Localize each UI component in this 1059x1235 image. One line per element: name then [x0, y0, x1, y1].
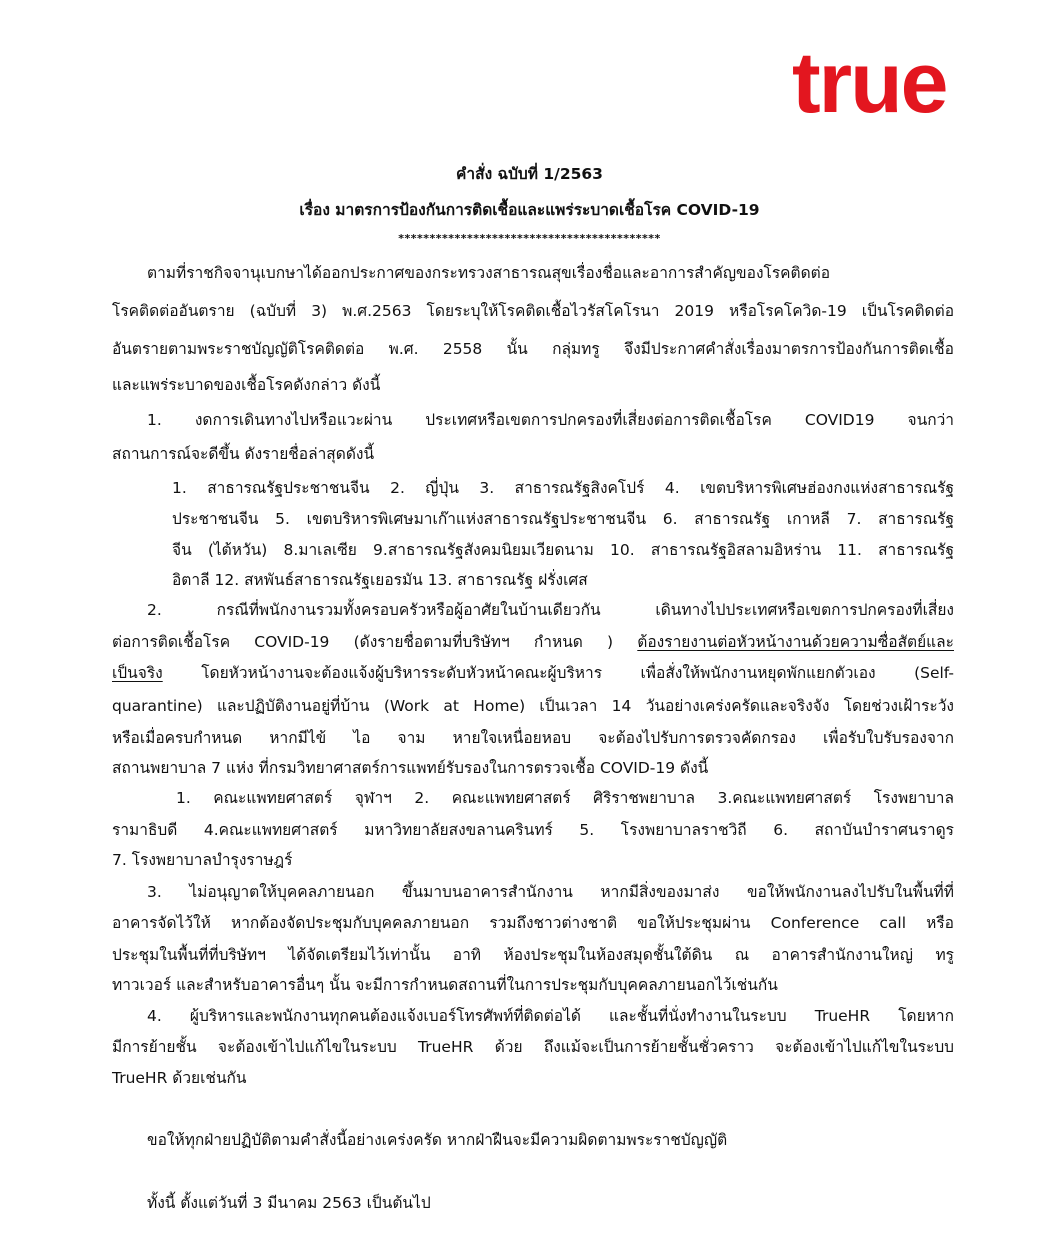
item2-line: [112, 666, 954, 682]
order-subject: เรื่อง มาตรการป้องกันการติดเชื้อและแพร่ระบาดเชื้อโรค COVID-19: [299, 201, 760, 219]
country-list-line: ประชาชนจีน 5. เขตบริหารพิเศษมาเก๊าแห่งสาธารณรัฐประชาชนจีน 6. สาธารณรัฐ เกาหลี 7. สาธารณรัฐ: [172, 510, 954, 528]
item4-line: 4. ผู้บริหารและพนักงานทุกคนต้องแจ้งเบอร์โทรศัพท์ที่ติดต่อได้ และชั้นที่นั่งทำงานในระบบ TrueHR โดยหาก: [147, 1007, 954, 1025]
item1-line: สถานการณ์จะดีขึ้น ดังรายชื่อล่าสุดดังนี้: [112, 445, 375, 463]
true-logo: true: [792, 35, 947, 131]
item2-line: หรือเมื่อครบกำหนด หากมีไข้ ไอ จาม หายใจเหนื่อยหอบ จะต้องไปรับการตรวจคัดกรอง เพื่อรับใบรับรองจาก: [112, 729, 954, 747]
order-number: คำสั่ง ฉบับที่ 1/2563: [456, 165, 603, 183]
item2-underlined-text: ต้องรายงานต่อหัวหน้างานด้วยความซื่อสัตย์และ: [637, 633, 954, 651]
intro-line: โรคติดต่ออันตราย (ฉบับที่ 3) พ.ศ.2563 โดยระบุให้โรคติดเชื้อไวรัสโคโรนา 2019 หรือโรคโควิด-19 เป็นโรคติดต่อ: [112, 302, 954, 320]
item2-line: quarantine) และปฏิบัติงานอยู่ที่บ้าน (Work at Home) เป็นเวลา 14 วันอย่างเคร่งครัดและจริงจัง โดยช่วงเฝ้าระวัง: [112, 697, 954, 715]
closing-statement: ขอให้ทุกฝ่ายปฏิบัติตามคำสั่งนี้อย่างเคร่งครัด หากฝ่าฝืนจะมีความผิดตามพระราชบัญญัติ: [147, 1131, 728, 1149]
item3-line: 3. ไม่อนุญาตให้บุคคลภายนอก ขึ้นมาบนอาคารสำนักงาน หากมีสิ่งของมาส่ง ขอให้พนักงานลงไปรับในพื้นที่ที่: [147, 883, 954, 901]
item3-line: ประชุมในพื้นที่ที่บริษัทฯ ได้จัดเตรียมไว้เท่านั้น อาทิ ห้องประชุมในห้องสมุดชั้นใต้ดิน ณ อาคารสำนักงานใหญ่ ทรู: [112, 946, 954, 964]
hospital-list-line: 7. โรงพยาบาลบำรุงราษฎร์: [112, 851, 293, 869]
item2-text: ต่อการติดเชื้อโรค COVID-19 (ดังรายชื่อตามที่บริษัทฯ กำหนด ): [112, 633, 638, 651]
effective-date: ทั้งนี้ ตั้งแต่วันที่ 3 มีนาคม 2563 เป็นต้นไป: [147, 1194, 431, 1212]
item3-line: ทาวเวอร์ และสำหรับอาคารอื่นๆ นั้น จะมีการกำหนดสถานที่ในการประชุมกับบุคคลภายนอกไว้เช่นกัน: [112, 976, 778, 994]
item2-line: [112, 635, 954, 651]
item4-line: TrueHR ด้วยเช่นกัน: [112, 1069, 247, 1087]
item2-text: โดยหัวหน้างานจะต้องแจ้งผู้บริหารระดับหัวหน้าคณะผู้บริหาร เพื่อสั่งให้พนักงานหยุดพักแยกตัวเอง (Self-: [162, 664, 954, 682]
item2-underlined-text: เป็นจริง: [112, 664, 163, 682]
hospital-list-line: 1. คณะแพทยศาสตร์ จุฬาฯ 2. คณะแพทยศาสตร์ ศิริราชพยาบาล 3.คณะแพทยศาสตร์ โรงพยาบาล: [176, 789, 954, 807]
country-list-line: 1. สาธารณรัฐประชาชนจีน 2. ญี่ปุ่น 3. สาธารณรัฐสิงคโปร์ 4. เขตบริหารพิเศษฮ่องกงแห่งสาธารณรัฐ: [172, 479, 954, 497]
item3-line: อาคารจัดไว้ให้ หากต้องจัดประชุมกับบุคคลภายนอก รวมถึงชาวต่างชาติ ขอให้ประชุมผ่าน Conference call หรือ: [112, 914, 954, 932]
item4-line: มีการย้ายชั้น จะต้องเข้าไปแก้ไขในระบบ TrueHR ด้วย ถึงแม้จะเป็นการย้ายชั้นชั่วคราว จะต้องเข้าไปแก้ไขในระบบ: [112, 1038, 954, 1056]
intro-line: ตามที่ราชกิจจานุเบกษาได้ออกประกาศของกระทรวงสาธารณสุขเรื่องชื่อและอาการสำคัญของโรคติดต่อ: [147, 264, 831, 282]
item1-line: 1. งดการเดินทางไปหรือแวะผ่าน ประเทศหรือเขตการปกครองที่เสี่ยงต่อการติดเชื้อโรค COVID19 จนกว่า: [147, 411, 954, 429]
item2-line: สถานพยาบาล 7 แห่ง ที่กรมวิทยาศาสตร์การแพทย์รับรองในการตรวจเชื้อ COVID-19 ดังนี้: [112, 759, 709, 777]
separator: ******************************************: [398, 232, 661, 245]
country-list-line: จีน (ไต้หวัน) 8.มาเลเซีย 9.สาธารณรัฐสังคมนิยมเวียดนาม 10. สาธารณรัฐอิสลามอิหร่าน 11. สาธารณรัฐ: [172, 541, 954, 559]
country-list-line: อิตาลี 12. สหพันธ์สาธารณรัฐเยอรมัน 13. สาธารณรัฐ ฝรั่งเศส: [172, 571, 588, 589]
intro-line: อันตรายตามพระราชบัญญัติโรคติดต่อ พ.ศ. 2558 นั้น กลุ่มทรู จึงมีประกาศคำสั่งเรื่องมาตรการป้องกันการติดเชื้อ: [112, 340, 954, 358]
item2-line: 2. กรณีที่พนักงานรวมทั้งครอบครัวหรือผู้อาศัยในบ้านเดียวกัน เดินทางไปประเทศหรือเขตการปกครองที่เสี่ยง: [147, 601, 954, 619]
intro-line: และแพร่ระบาดของเชื้อโรคดังกล่าว ดังนี้: [112, 376, 381, 394]
hospital-list-line: รามาธิบดี 4.คณะแพทยศาสตร์ มหาวิทยาลัยสงขลานครินทร์ 5. โรงพยาบาลราชวิถี 6. สถาบันบำราศนราดูร: [112, 821, 954, 839]
